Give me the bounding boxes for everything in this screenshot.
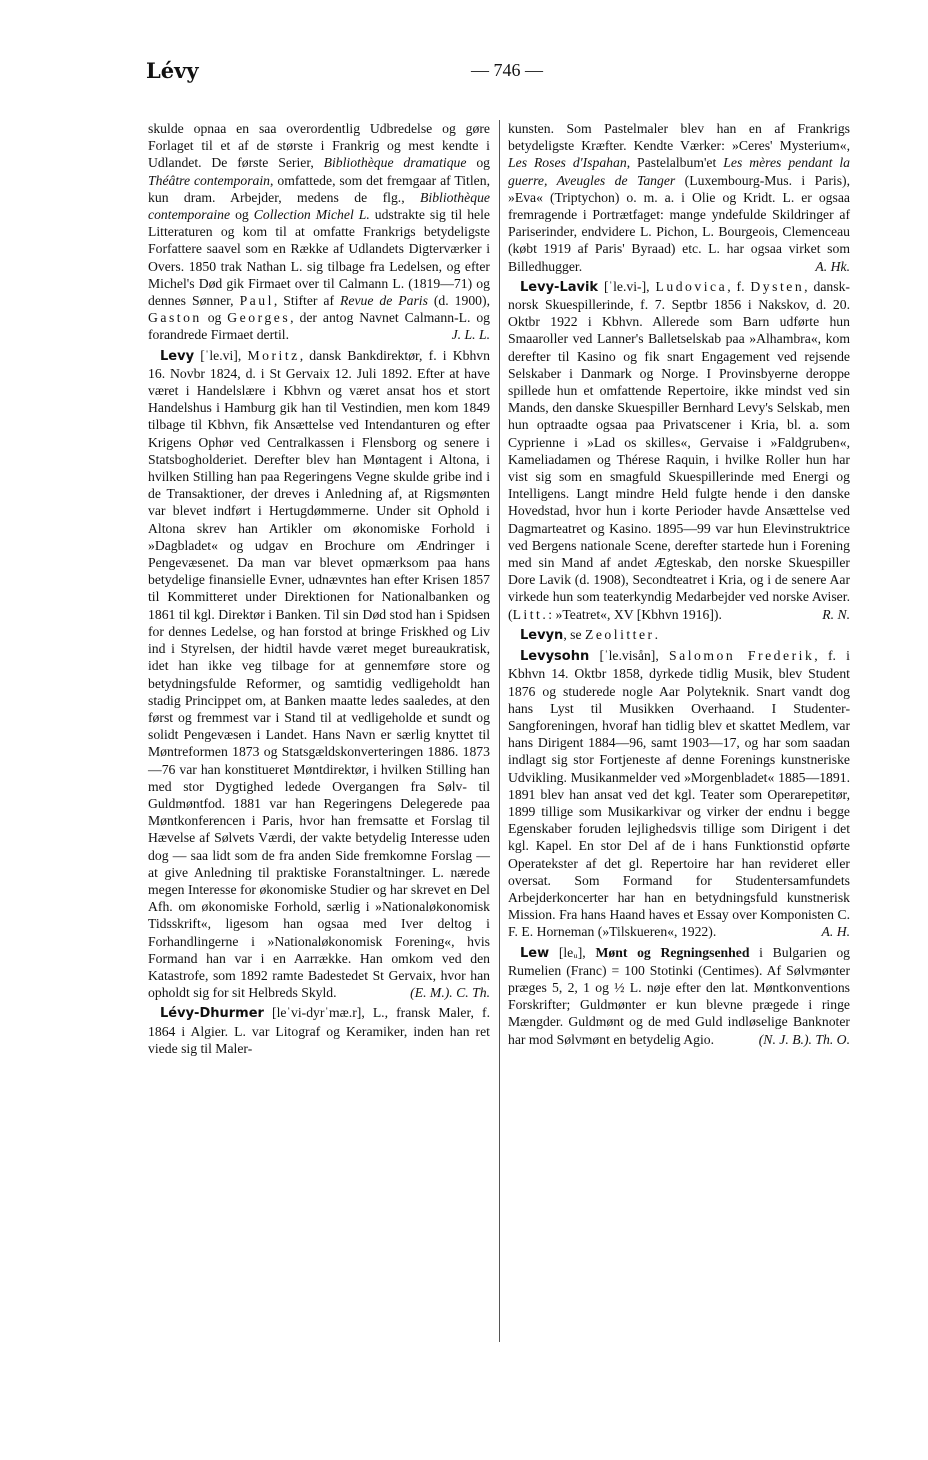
definition-term: Mønt og Regningsenhed [595, 944, 750, 960]
entry-levysohn [508, 647, 850, 940]
cross-reference: Zeolitter [584, 626, 655, 642]
entry-text: , f. [727, 278, 751, 294]
author-signature: (N. J. B.). Th. O. [758, 1031, 850, 1047]
running-head: Lévy [146, 58, 199, 83]
left-column [148, 120, 490, 1060]
spaced-name: Ludovica [655, 278, 728, 294]
entry-text: i Bulgarien og Rumelien (Franc) = 100 Stotinki (Centimes). Af Sølvmønter præges 5, 2, 1 og ½ L. nøje efter den lat. Møntkonventions Forskrifter; Guldmønter er kun blevne prægede i ringe Mængder. Guldmønt og de med Guld indløselige Banknoter har mod Sølvmønt en betydelig Agio. [508, 944, 851, 1047]
headword: Levy-Lavik [520, 279, 599, 295]
entry-text: udstrakte sig til hele Litteraturen og kom til at omfatte Frankrigs betydeligste Forfattere saavel som en Række af Udlandets Digterværker i Overs. 1850 trak Nathan L. sig tilbage fra Ledelsen, og efter Michel's Død gik Firmaet over til Calmann L. (1819—71) og dennes Sønner, [148, 207, 491, 309]
entry-text: (d. 1900), [427, 293, 490, 309]
pronunciation: [leᵤ], [549, 944, 596, 960]
series-title: Théâtre contemporain [148, 172, 271, 188]
author-signature: J. L. L. [451, 327, 490, 343]
entry-text: [leˈvi-dyrˈmæ.r], L., fransk Maler, f. 1864 i Algier. L. var Litograf og Keramiker, inden han ret viede sig til Maler- [148, 1005, 490, 1056]
pronunciation: [ˈle.vi-], [598, 278, 656, 294]
entry-levy-dhurmer [148, 1004, 490, 1057]
spaced-name: Georges [227, 310, 291, 326]
entry-levy-lavik [508, 278, 850, 623]
spaced-name: Litt. [512, 606, 549, 622]
entry-text: , dansk Bankdirektør, f. i Kbhvn 16. Novbr 1824, d. i St Gervaix 12. Juli 1892. Efter at have været i Handelslære i Kbhvn og været ansat hos et stort Handelshus i Hamburg gik han til Vestindien, men kom 1849 tilbage til Kbhvn, fik Ansættelse ved Intendanturen og efter Krigens Ophør ved Centralkassen i Flensborg og senere i Statsbogholderiet. Derefter blev han Møntagent i Altona, i hvilken Stilling han paa Regeringens Vegne skulde gribe ind i de Transaktioner, der dreves i Anledning af, at Rigsmønten var blevet indført i Hertugdømmerne. Under sit Ophold i Altona skrev han Artikler om økonomiske Forhold i »Dagbladet« og udgav en Brochure om Ændringer i Pengevæsenet. Da man var blevet opmærksom paa hans betydelige finansielle Evner, udnævntes han efter Krisen 1857 til Kommitteret under Direktionen for Nationalbanken og 1861 til kgl. Direktør i Banken. Til sin Død stod han i Spidsen for dennes Ledelse, og han forstod at bringe Friskhed og Liv ind i Styrelsen, der hidtil havde været meget bureaukratisk, idet han ikke veg tilbage for at gennemføre store og betydningsfulde Reformer, og samtidig vedligeholdt han stadig Princippet om, at Banken maatte ledes saaledes, at den først og fremmest var i Stand til at vedligeholde et sundt og solidt Pengevæsen i Landet. Hans Navn er særlig knyttet til Møntreformen 1873 og Statsgældskonverteringen 1886. 1873—76 var han konstitueret Møntdirektør, i hvilken Stilling han med stor Dygtighed ledede Overgangen fra Sølv- til Guldmøntfod. 1881 var han Regeringens Delegerede paa Møntkonferencen i Paris, hvor han fremsatte et Forslag til Hævelse af Sølvets Værdi, der vakte betydelig Interesse uden dog — saa lidt som de fra anden Side fremkomne Forslag — at give Anledning til praktiske Foranstaltninger. L. nærede megen Interesse for økonomiske Studier og har skrevet en Del Afh. om økonomiske Forhold, særlig i »Nationaløkonomisk Tidsskrift«, ligesom han ogsaa med Iver deltog i Forhandlingerne i »Nationaløkonomisk Forening«, hvis Formand han var i en Aarrække. Han omkom ved den Katastrofe, som 1892 ramte Badestedet St Gervaix, hvor han opholdt sig for sit Helbreds Skyld. [148, 347, 490, 1001]
headword: Lévy-Dhurmer [160, 1006, 264, 1022]
entry-text: og [466, 155, 490, 171]
entry-levy-moritz [148, 347, 490, 1002]
entry-text: (Luxembourg-Mus. i Paris), »Eva« (Triptychon) o. m. a. i Olie og Kridt. L. er ogsaa fremragende i Portrætfaget: mange yndefulde Skildringer af Pariserinder, endvidere L. Pichon, L. Bourgeois, Clemenceau (købt 1919 af Paris' Byraad) etc. L. har ogsaa virket som Billedhugger. [508, 172, 850, 274]
entry-text: skulde opnaa en saa overordentlig Udbredelse og gøre Forlaget til et af de største i Frankrig og mest kendte i Udlandet. De første Serier, [148, 121, 490, 171]
headword: Levyn [520, 627, 564, 643]
journal-title: Revue de Paris [340, 293, 428, 309]
spaced-name: Dysten [750, 278, 805, 294]
spaced-name: Salomon Frederik [669, 648, 815, 664]
series-title: Bibliothèque dramatique [323, 155, 467, 171]
series-title: Bibliothèque contemporaine [148, 189, 490, 223]
spaced-name: Gaston [148, 310, 202, 326]
headword: Lew [520, 945, 550, 961]
entry-levyn [508, 626, 850, 644]
author-signature: A. Hk. [815, 258, 850, 274]
page-header [146, 58, 868, 92]
entry-levy-dhurmer-continued [508, 120, 850, 275]
entry-text: og [201, 310, 228, 326]
author-signature: A. H. [821, 924, 850, 940]
pronunciation: [ˈle.vi], [194, 347, 248, 363]
work-title: Les Roses d'Ispahan [508, 155, 627, 171]
author-signature: R. N. [822, 606, 850, 622]
spaced-name: Moritz [247, 347, 300, 363]
page-number: — 746 — [471, 60, 543, 80]
entry-text: , se [563, 626, 585, 642]
entry-text: : »Teatret«, XV [Kbhvn 1916]). [548, 606, 722, 622]
work-title: Les mères pendant la guerre, Aveugles de Tanger [508, 155, 850, 188]
entry-lew [508, 944, 850, 1048]
entry-text: . [654, 626, 659, 642]
entry-text: , f. i Kbhvn 14. Oktbr 1858, dyrkede tidlig Musik, blev Student 1876 og studerede nogle Aar Polyteknik. Snart vandt dog hans Lyst til Musikken Overhaand. I Studenter-Sangforeningen, hvoraf han tidlig blev et skattet Medlem, var hans Dirigent 1884—96, samt 1903—17, og har som saadan indlagt sig stor Fortjeneste af denne Forenings kunstneriske Udvikling. Musikanmelder ved »Morgenbladet« 1885—1891. 1891 blev han ansat ved det kgl. Teater som Operarepetitør, 1899 tillige som Musikarkivar og virker der endnu i begge Egenskaber foruden lejlighedsvis tillige som Dirigent i det kgl. Kapel. En stor Del af de i hans Funktionstid opførte Operatekster af det gl. Repertoire har han revideret eller oversat. Som Formand for Studentersamfundets Arbejderkoncerter har han en betydningsfuld kunstnerisk Mission. Fra hans Haand haves et Essay over Komponisten C. F. E. Horneman (»Tilskueren«, 1922). [508, 648, 850, 940]
right-column [508, 120, 850, 1051]
entry-text: , der antog Navnet Calmann-L. og forandrede Firmaet dertil. [148, 310, 491, 343]
entry-text: og [230, 207, 254, 223]
entry-text: kunsten. Som Pastelmaler blev han en af Frankrigs betydeligste Kræfter. Kendte Værker: »Ceres' Mysterium«, [508, 121, 850, 154]
series-title: Collection Michel L. [253, 207, 370, 223]
entry-text: , Stifter af [273, 293, 341, 309]
spaced-name: Paul [239, 293, 274, 309]
entry-text: , omfattede, som det fremgaar af Titlen, kun dram. Arbejder, medens de flg., [148, 172, 490, 205]
headword: Levysohn [520, 649, 590, 665]
entry-text: , dansk-norsk Skuespillerinde, f. 7. Septbr 1856 i Nakskov, d. 20. Oktbr 1922 i Kbhvn. Allerede som Barn udførte hun Smaaroller ved Lanner's Balletselskab paa »Alhambra«, kom derefter til Kasino og fik snart Engagement ved rejsende Selskaber i Danmark og Norge. I Provinsbyerne deroppe spillede hun et omfattende Repertoire, ikke mindst ved sin Mands, den danske Skuespiller Bernhard Levy's Selskab, men hun optraadte ogsaa paa Privatscener i Kria, bl. a. som Cyprienne i »Lad os skilles«, Gervaise i »Faldgruben«, Kameliadamen og Thérese Raquin, i hvilke Roller hun har vist sig som en smagfuld Skuespillerinde med Energi og Intelligens. Langt mindre Held fulgte hende i den danske Hovedstad, hvor hun i korte Perioder havde Ansættelse ved Dagmarteatret og Kasino. 1895—99 var hun Elevinstruktrice ved Bergens nationale Scene, derefter startede hun i Forening med sin Mand af andet Ægteskab, den norske Skuespiller Dore Lavik (d. 1908), Secondteatret i Kria, og i de senere Aar virkede hun som teaterkyndig Medarbejder ved norske Aviser. ( [508, 278, 850, 622]
entry-levy-publisher-continued [148, 120, 490, 344]
headword: Levy [160, 348, 195, 364]
column-divider [499, 120, 500, 1342]
author-signature: (E. M.). C. Th. [410, 985, 490, 1001]
pronunciation: [ˈle.visån], [589, 648, 670, 664]
entry-text: , Pastelalbum'et [626, 155, 724, 171]
